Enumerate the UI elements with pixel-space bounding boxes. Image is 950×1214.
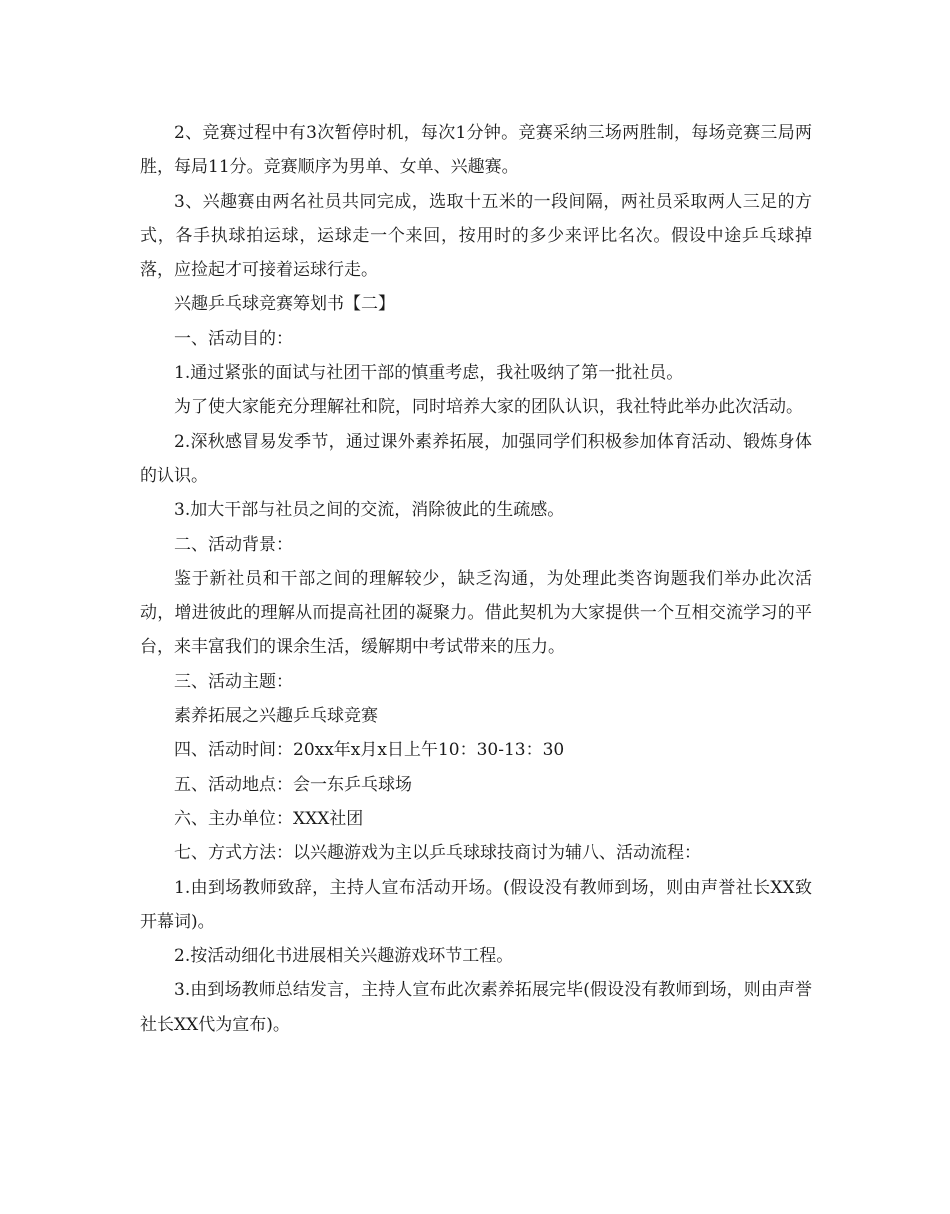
section-title: 兴趣乒乓球竞赛筹划书【二】 xyxy=(174,294,395,315)
paragraph-background: 鉴于新社员和干部之间的理解较少，缺乏沟通，为处理此类咨询题我们举办此次活动，增进彼此的理解从而提高社团的凝聚力。借此契机为大家提供一个互相交流学习的平台，来丰富我们的课余生活，缓解期中考试带来的压力。 xyxy=(140,568,812,658)
paragraph-time: 四、活动时间：20xx年x月x日上午10：30-13：30 xyxy=(174,740,565,761)
heading-purpose: 一、活动目的： xyxy=(174,328,293,349)
paragraph-flow-1: 1.由到场教师致辞，主持人宣布活动开场。(假设没有教师到场，则由声誉社长XX致开幕词)。 xyxy=(140,877,812,932)
paragraph-rules-fun-match: 3、兴趣赛由两名社员共同完成，选取十五米的一段间隔，两社员采取两人三足的方式，各手执球拍运球，运球走一个来回，按用时的多少来评比名次。假设中途乒乓球掉落，应捡起才可接着运球行走。 xyxy=(140,191,812,281)
document-body xyxy=(140,116,812,1042)
paragraph-method: 七、方式方法：以兴趣游戏为主以乒乓球球技商讨为辅八、活动流程： xyxy=(174,843,701,864)
paragraph-organizer: 六、主办单位：XXX社团 xyxy=(174,808,364,829)
paragraph-purpose-2: 2.深秋感冒易发季节，通过课外素养拓展，加强同学们积极参加体育活动、锻炼身体的认识。 xyxy=(140,431,812,486)
paragraph-purpose-3: 3.加大干部与社员之间的交流，消除彼此的生疏感。 xyxy=(174,500,565,521)
paragraph-location: 五、活动地点：会一东乒乓球场 xyxy=(174,774,412,795)
paragraph-theme: 素养拓展之兴趣乒乓球竞赛 xyxy=(174,706,378,727)
paragraph-purpose-1-detail: 为了使大家能充分理解社和院，同时培养大家的团队认识，我社特此举办此次活动。 xyxy=(174,397,803,418)
paragraph-flow-2: 2.按活动细化书进展相关兴趣游戏环节工程。 xyxy=(174,946,514,967)
paragraph-rules-timeout: 2、竞赛过程中有3次暂停时机，每次1分钟。竞赛采纳三场两胜制，每场竞赛三局两胜，每局11分。竞赛顺序为男单、女单、兴趣赛。 xyxy=(140,123,812,178)
heading-background: 二、活动背景： xyxy=(174,534,293,555)
paragraph-purpose-1: 1.通过紧张的面试与社团干部的慎重考虑，我社吸纳了第一批社员。 xyxy=(174,363,684,384)
heading-theme: 三、活动主题： xyxy=(174,671,293,692)
paragraph-flow-3: 3.由到场教师总结发言，主持人宣布此次素养拓展完毕(假设没有教师到场，则由声誉社长XX代为宣布)。 xyxy=(140,980,812,1035)
